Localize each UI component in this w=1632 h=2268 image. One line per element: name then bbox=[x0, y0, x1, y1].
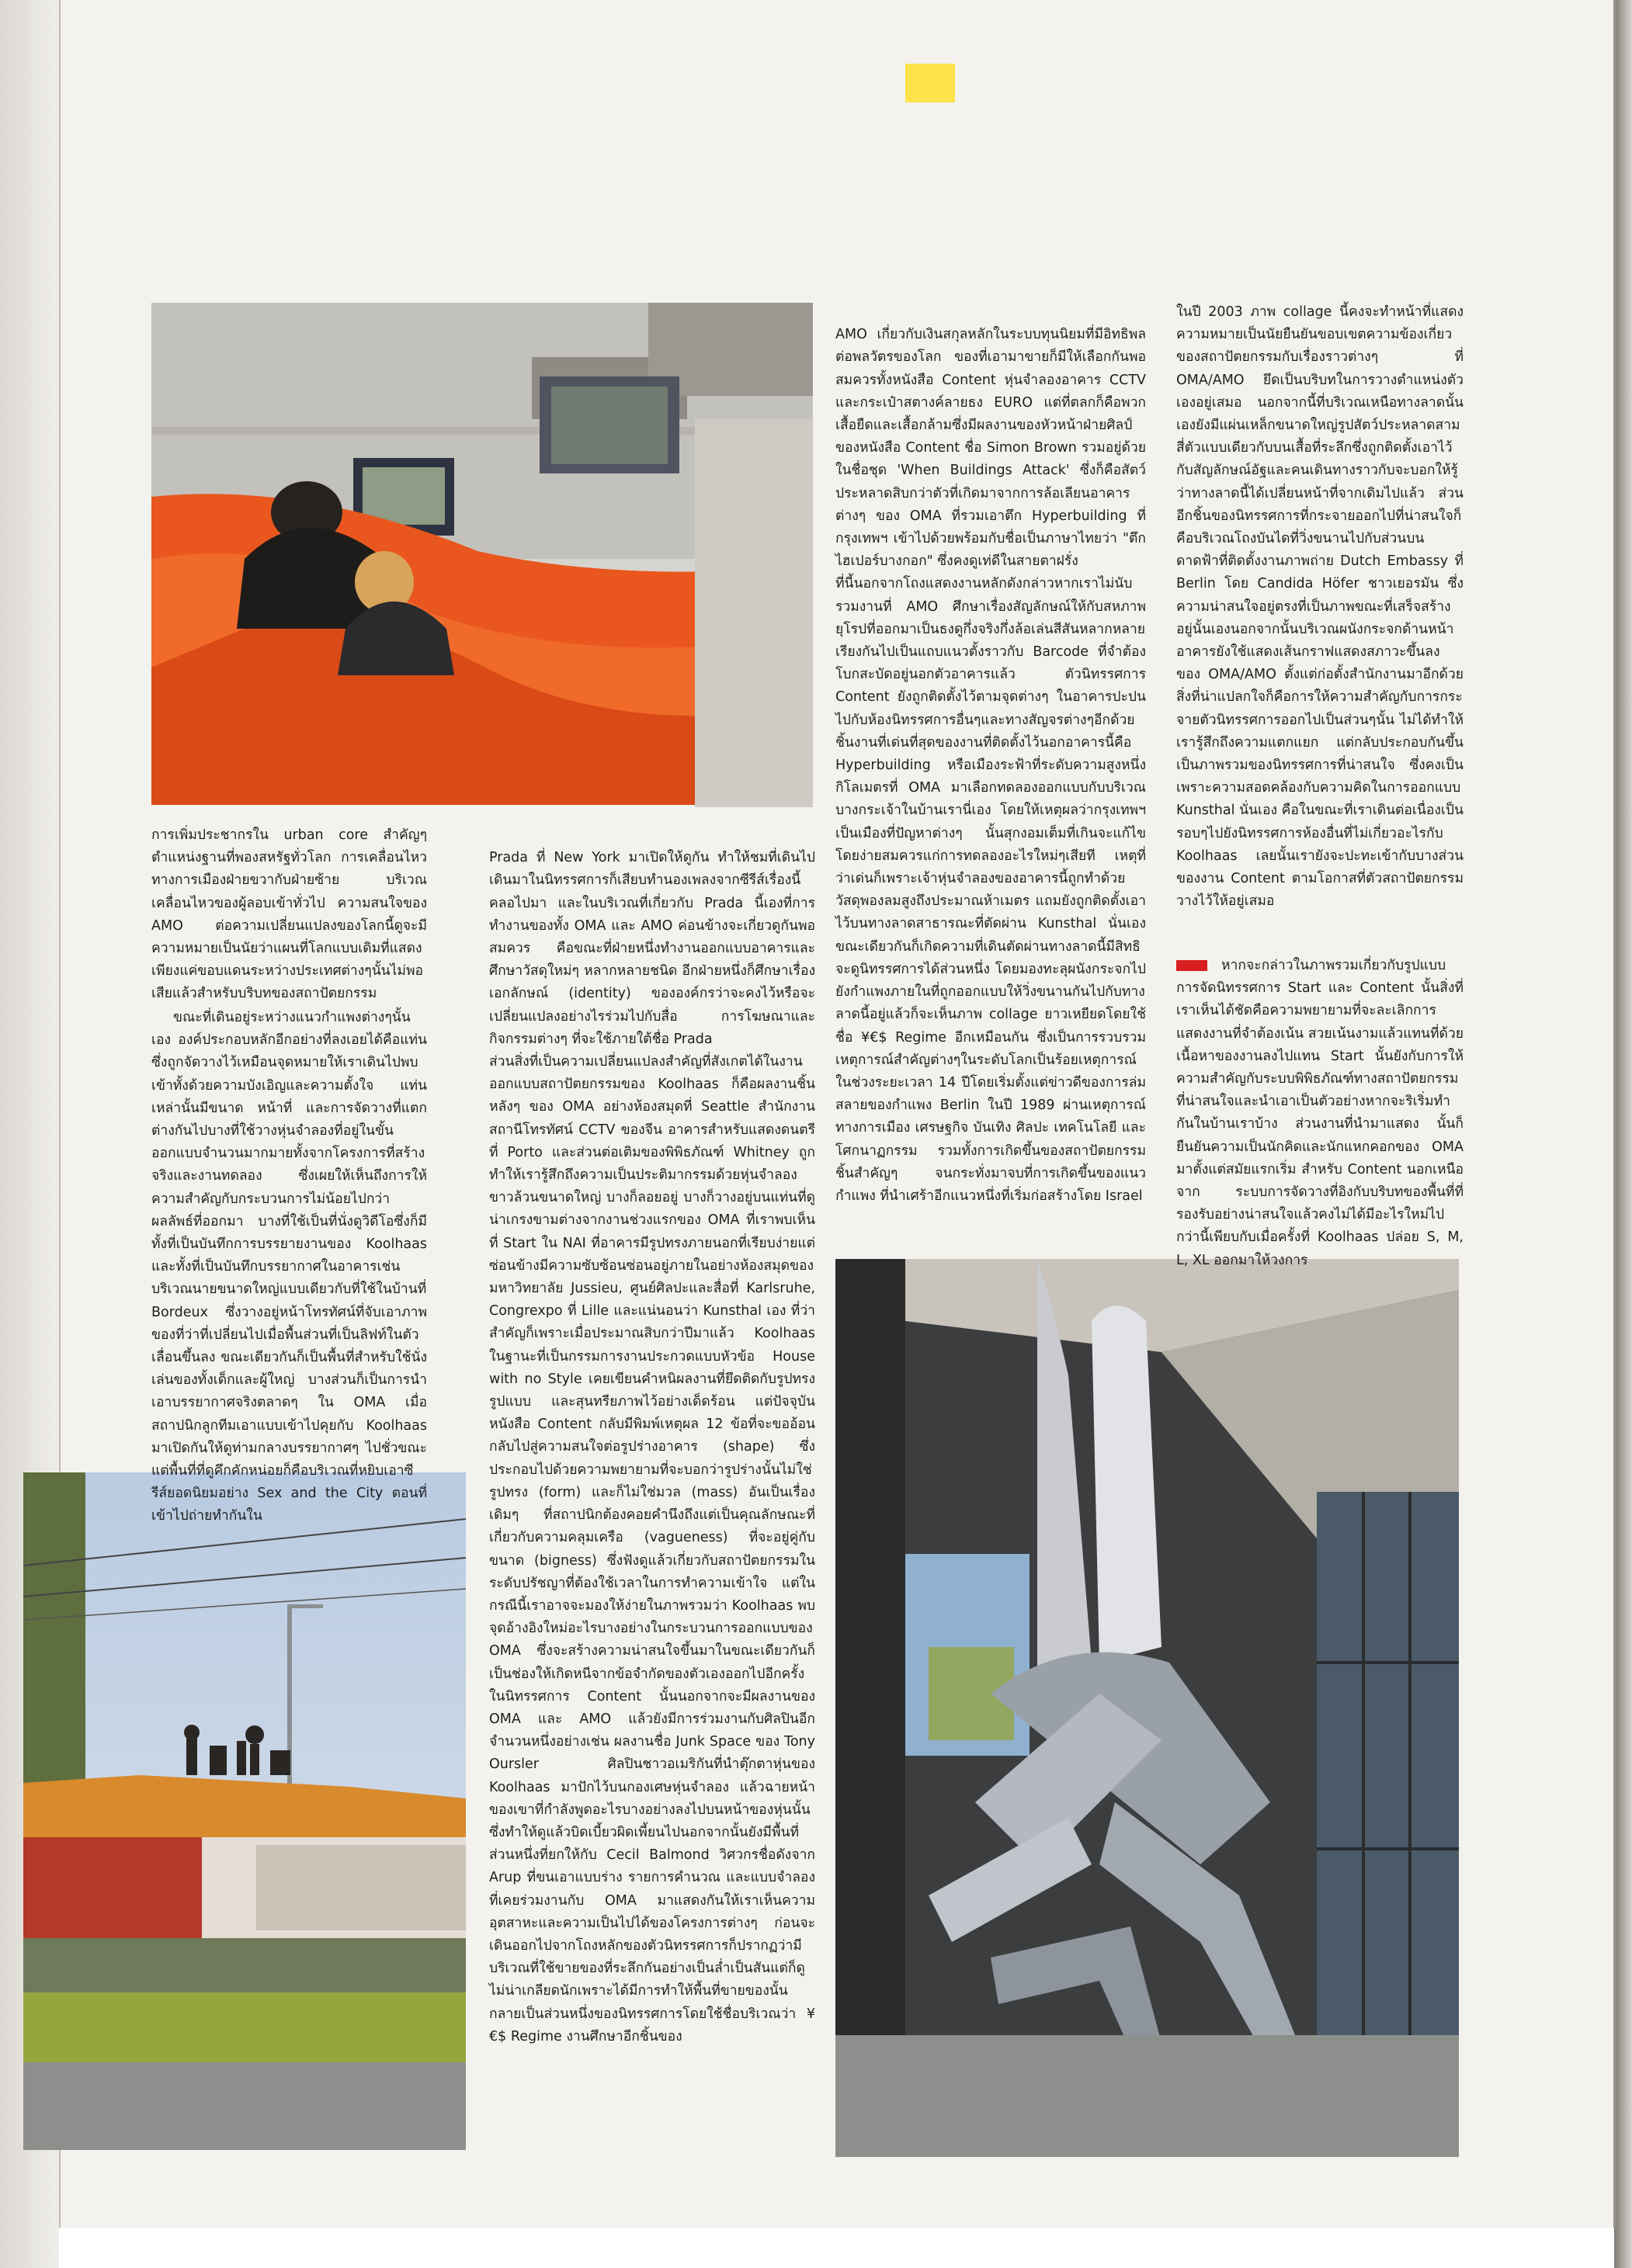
article-column-left-middle bbox=[151, 1007, 427, 1524]
exhibition-video-lounge-photo bbox=[151, 303, 813, 805]
article-column-middle-bottom bbox=[489, 824, 815, 2159]
paragraph: หากจะกล่าวในภาพรวมเกี่ยวกับรูปแบบการจัดนิทรรศการ Start และ Content นั้นสิ่งที่เราเห็นได้ชัดคือความพยายามที่จะละเลิกการแสดงงานที่จำต้องเน้น สวยเน้นงามแล้วแทนที่ด้วยเนื้อหาของงานลงไปแทน Start นั้นยังกับการให้ความสำคัญกับระบบพิพิธภัณฑ์ทางสถาปัตยกรรมที่น่าสนใจและนำเอาเป็นตัวอย่างหากจะริเริ่มทำกันในบ้านเราบ้าง ส่วนงานที่นำมาแสดง นั้นก็ยืนยันความเป็นนักคิดและนักแหกคอกของ OMA มาตั้งแต่สมัยแรกเริ่ม สำหรับ Content นอกเหนือจาก ระบบการจัดวางที่อิงกับบริบทของพื้นที่ที่รองรับอย่างน่าสนใจแล้วคงไม่ได้มีอะไรใหม่ไปกว่านี้เพียบกับเมื่อครั้งที่ Koolhaas ปล่อย S, M, L, XL ออกมาให้วงการ bbox=[1176, 958, 1464, 1268]
kunsthal-exterior-illustration bbox=[23, 1472, 466, 2150]
article-column-right-top bbox=[1176, 301, 1464, 928]
kunsthal-exterior-photo bbox=[23, 1472, 466, 2150]
paragraph: AMO เกี่ยวกับเงินสกุลหลักในระบบทุนนิยมที่มีอิทธิพลต่อพลวัตรของโลก ของที่เอามาขายก็มีให้เลือกกันพอสมควรทั้งหนังสือ Content หุ่นจำลองอาคาร CCTV และกระเป๋าสตางค์ลายธง EURO แต่ที่ตลกก็คือพวกเสื้อยืดและเสื้อกล้ามซึ่งมีผลงานของหัวหน้าฝ่ายศิลป์ของหนังสือ Content ชื่อ Simon Brown รวมอยู่ด้วยในชื่อชุด 'When Buildings Attack' ซึ่งก็คือสัตว์ประหลาดสิบกว่าตัวที่เกิดมาจากการล้อเลียนอาคารต่างๆ ของ OMA ที่รวมเอาตึก Hyperbuilding ที่กรุงเทพฯ เข้าไปด้วยพร้อมกับชื่อเป็นภาษาไทยว่า "ตึกไฮเปอร์บางกอก" ซึ่งคงดูเท่ดีในสายตาฝรั่ง ที่นี้นอกจากโถงแสดงงานหลักดังกล่าวหากเราไม่นับรวมงานที่ AMO ศึกษาเรื่องสัญลักษณ์ให้กับสหภาพยุโรปที่ออกมาเป็นธงดูกึ่งจริงกึ่งล้อเล่นสีสันหลากหลายเรียงกันไปเป็นแถบแนวตั้งราวกับ Barcode ที่จำต้องโบกสะบัดอยู่นอกตัวอาคารแล้ว ตัวนิทรรศการ Content ยังถูกติดตั้งไว้ตามจุดต่างๆ ในอาคารปะปนไปกับห้องนิทรรศการอื่นๆและทางสัญจรต่างๆอีกด้วย ชิ้นงานที่เด่นที่สุดของงานที่ติดตั้งไว้นอกอาคารนี้คือ Hyperbuilding หรือเมืองระฟ้าที่ระดับความสูงหนึ่งกิโลเมตรที่ OMA มาเลือกทดลองออกแบบกับบริเวณบางกระเจ้าในบ้านเรานี่เอง โดยให้เหตุผลว่ากรุงเทพฯเป็นเมืองที่ปัญหาต่างๆ นั้นสุกงอมเต็มที่เกินจะแก้ไขโดยง่ายสมควรแก่การทดลองอะไรใหม่ๆเสียที เหตุที่ว่าเด่นก็เพราะเจ้าหุ่นจำลองของอาคารนี้ถูกทำด้วยวัสดุพองลมสูงถึงประมาณห้าเมตร แถมยังถูกติดตั้งเอาไว้บนทางลาดสาธารณะที่ตัดผ่าน Kunsthal นั่นเองขณะเดียวกันก็เกิดความที่เดินตัดผ่านทางลาดนี้มีสิทธิจะดูนิทรรศการได้ส่วนหนึ่ง โดยมองทะลุผนังกระจกไปยังกำแพงภายในที่ถูกออกแบบให้วิ่งขนานกันไปกับทางลาดนี้อยู่แล้วก็จะเห็นภาพ collage ยาวเหยียดโดยใช้ชื่อ ¥€$ Regime อีกเหมือนกัน ซึ่งเป็นการรวบรวมเหตุการณ์สำคัญต่างๆในระดับโลกเป็นร้อยเหตุการณ์ในช่วงระยะเวลา 14 ปีโดยเริ่มตั้งแต่ข่าวดีของการล่มสลายของกำแพง Berlin ในปี 1989 ผ่านเหตุการณ์ทางการเมือง เศรษฐกิจ บันเทิง ศิลปะ เทคโนโลยี และโศกนาฏกรรม รวมทั้งการเกิดขึ้นของสถาปัตยกรรมชิ้นสำคัญๆ จนกระทั่งมาจบที่การเกิดขึ้นของแนวกำแพง ที่นำเศร้าอีกแนวหนึ่งที่เริ่มก่อสร้างโดย Israel bbox=[835, 327, 1146, 1204]
sticky-note bbox=[905, 64, 955, 102]
article-column-left-top bbox=[151, 824, 427, 1004]
red-section-marker bbox=[1176, 960, 1207, 971]
exhibition-video-lounge-illustration bbox=[151, 303, 813, 805]
inflatable-hyperbuilding-photo bbox=[835, 1259, 1459, 2157]
paragraph: การเพิ่มประชากรใน urban core สำคัญๆ ตำแหน่งฐานที่พองสหรัฐทั่วโลก การเคลื่อนไหวทางการเมืองฝ่ายขวากับฝ่ายซ้าย บริเวณเคลื่อนไหวของผู้ลอบเข้าทั่วไป ความสนใจของ AMO ต่อความเปลี่ยนแปลงของโลกนี้ดูจะมีความหมายเป็นนัยว่าแผนที่โลกแบบเดิมที่แสดงเพียงแค่ขอบแดนระหว่างประเทศต่างๆนั้นไม่พอเสียแล้วสำหรับบริบทของสถาปัตยกรรม bbox=[151, 827, 427, 1002]
page-edge bbox=[1614, 0, 1632, 2268]
article-column-middle-top bbox=[835, 301, 1146, 1248]
paragraph: ในปี 2003 ภาพ collage นี้คงจะทำหน้าที่แสดงความหมายเป็นนัยยืนยันขอบเขตความข้องเกี่ยวของสถาปัตยกรรมกับเรื่องราวต่างๆ ที่ OMA/AMO ยึดเป็นบริบทในการวางตำแหน่งตัวเองอยู่เสมอ นอกจากนี้ที่บริเวณเหนือทางลาดนั้นเองยังมีแผ่นเหล็กขนาดใหญ่รูปสัตว์ประหลาดสามสี่ตัวแบบเดียวกับบนเสื้อที่ระลึกซึ่งถูกติดตั้งเอาไว้กับสัญลักษณ์อัฐและคนเดินทางราวกับจะบอกให้รู้ว่าทางลาดนี้ได้เปลี่ยนหน้าที่จากเดิมไปแล้ว ส่วนอีกชิ้นของนิทรรศการที่กระจายออกไปที่น่าสนใจก็คือบริเวณโถงบันไดที่วิ่งขนานไปกับส่วนบนดาดฟ้าที่ติดตั้งงานภาพถ่าย Dutch Embassy ที่ Berlin โดย Candida Höfer ชาวเยอรมัน ซึ่งความน่าสนใจอยู่ตรงที่เป็นภาพขณะที่เสร็จสร้างอยู่นั้นเองนอกจากนั้นบริเวณผนังกระจกด้านหน้าอาคารยังใช้แสดงเส้นกราฟแสดงสภาวะขึ้นลงของ OMA/AMO ตั้งแต่ก่อตั้งสำนักงานมาอีกด้วย สิ่งที่น่าแปลกใจก็คือการให้ความสำคัญกับการกระจายตัวนิทรรศการออกไปเป็นส่วนๆนั้น ไม่ได้ทำให้เรารู้สึกถึงความแตกแยก แต่กลับประกอบกันขึ้นเป็นภาพรวมของนิทรรศการที่น่าสนใจ ซึ่งคงเป็นเพราะความสอดคล้องกับความคิดในการออกแบบ Kunsthal นั่นเอง คือในขณะที่เราเดินต่อเนื่องเป็นรอบๆไปยังนิทรรศการห้องอื่นที่ไม่เกี่ยวอะไรกับ Koolhaas เลยนั้นเรายังจะปะทะเข้ากับบางส่วนของงาน Content ตามโอกาสที่ตัวสถาปัตยกรรมวางไว้ให้อยู่เสมอ bbox=[1176, 304, 1464, 910]
paragraph: ขณะที่เดินอยู่ระหว่างแนวกำแพงต่างๆนั้นเอง องค์ประกอบหลักอีกอย่างที่ลงเอยได้คือแท่นซึ่งถูกจัดวางไว้เหมือนจุดหมายให้เราเดินไปพบเข้าทั้งด้วยความบังเอิญและความตั้งใจ แท่นเหล่านั้นมีขนาด หน้าที่ และการจัดวางที่แตกต่างกันไปบางที่ใช้วางหุ่นจำลองที่อยู่ในขั้นออกแบบจำนวนมากมายทั้งจากโครงการที่สร้างจริงและงานทดลอง ซึ่งเผยให้เห็นถึงการให้ความสำคัญกับกระบวนการไม่น้อยไปกว่าผลลัพธ์ที่ออกมา บางที่ใช้เป็นที่นั่งดูวิดีโอซึ่งก็มีทั้งที่เป็นบันทึกการบรรยายงานของ Koolhaas และทั้งที่เป็นบันทึกบรรยากาศในอาคารเช่น บริเวณนายขนาดใหญ่แบบเดียวกับที่ใช้ในบ้านที่ Bordeux ซึ่งวางอยู่หน้าโทรทัศน์ที่จับเอาภาพของที่ว่าที่เปลี่ยนไปเมื่อพื้นส่วนที่เป็นลิฟท์ในตัวเลื่อนขึ้นลง ขณะเดียวกันก็เป็นพื้นที่สำหรับใช้นั่งเล่นของทั้งเด็กและผู้ใหญ่ บางส่วนก็เป็นการนำเอาบรรยากาศจริงตลาดๆ ใน OMA เมื่อสถาปนิกลูกทีมเอาแบบเข้าไปคุยกับ Koolhaas มาเปิดกันให้ดูท่ามกลางบรรยากาศๆ ไปชั่วขณะ แต่พื้นที่ที่ดูคึกคักหน่อยก็คือบริเวณที่หยิบเอาซีรีส์ยอดนิยมอย่าง Sex and the City ตอนที่เข้าไปถ่ายทำกันใน bbox=[151, 1010, 427, 1524]
article-column-right-middle bbox=[1176, 955, 1464, 1268]
paragraph: Prada ที่ New York มาเปิดให้ดูกัน ทำให้ชมที่เดินไปเดินมาในนิทรรศการก็เสียบทำนองเพลงจากซีรีส์เรื่องนี้คลอไปมา และในบริเวณที่เกี่ยวกับ Prada นี้เองที่การทำงานของทั้ง OMA และ AMO ค่อนข้างจะเกี่ยวดูกันพอสมควร คือขณะที่ฝ่ายหนึ่งทำงานออกแบบอาคารและศึกษาวัสดุใหม่ๆ หลากหลายชนิด อีกฝ่ายหนึ่งก็ศึกษาเรื่องเอกลักษณ์ (identity) ขององค์กรว่าจะคงไว้หรือจะเปลี่ยนแปลงอย่างไรร่วมไปกับสื่อ การโฆษณาและกิจกรรมต่างๆ ที่จะใช้ภายใต้ชื่อ Prada ส่วนสิ่งที่เป็นความเปลี่ยนแปลงสำคัญที่สังเกตได้ในงานออกแบบสถาปัตยกรรมของ Koolhaas ก็คือผลงานชิ้นหลังๆ ของ OMA อย่างห้องสมุดที่ Seattle สำนักงานสถานีโทรทัศน์ CCTV ของจีน อาคารสำหรับแสดงดนตรีที่ Porto และส่วนต่อเติมของพิพิธภัณฑ์ Whitney ถูกทำให้เรารู้สึกถึงความเป็นประติมากรรมด้วยหุ่นจำลองขาวล้วนขนาดใหญ่ บางก็ลอยอยู่ บางก็วางอยู่บนแท่นที่ดูน่าเกรงขามต่างจากงานช่วงแรกของ OMA ที่เราพบเห็นที่ Start ใน NAI ที่อาคารมีรูปทรงภายนอกที่เรียบง่ายแต่ซ่อนข้างมีความซับซ้อนซ่อนอยู่ภายในอย่างห้องสมุดของมหาวิทยาลัย Jussieu, ศูนย์ศิลปะและสื่อที่ Karlsruhe, Congrexpo ที่ Lille และแน่นอนว่า Kunsthal เอง ที่ว่าสำคัญก็เพราะเมื่อประมาณสิบกว่าปีมาแล้ว Koolhaas ในฐานะที่เป็นกรรมการงานประกวดแบบหัวข้อ House with no Style เคยเขียนคำหนิผลงานที่ยึดติดกับรูปทรง รูปแบบ และสุนทรียภาพไว้อย่างเด็ดร้อน แต่ปัจจุบันหนังสือ Content กลับมีพิมพ์เหตุผล 12 ข้อที่จะขออ้อนกลับไปสู่ความสนใจต่อรูปร่างอาคาร (shape) ซึ่งประกอบไปด้วยความพยายามที่จะบอกว่ารูปร่างนั้นไม่ใช่รูปทรง (form) และก็ไม่ใช่มวล (mass) อันเป็นเรื่องเดิมๆ ที่สถาปนิกต้องคอยคำนึงถึงแต่เป็นคุณลักษณะที่เกี่ยวกับความคลุมเครือ (vagueness) ที่จะอยู่คู่กับขนาด (bigness) ซึ่งฟังดูแล้วเกี่ยวกับสถาปัตยกรรมในระดับปรัชญาที่ต้องใช้เวลาในการทำความเข้าใจ แต่ในกรณีนี้เราอาจจะมองให้ง่ายในภาพรวมว่า Koolhaas พบจุดอ้างอิงใหม่อะไรบางอย่างในกระบวนการออกแบบของ OMA ซึ่งจะสร้างความน่าสนใจขึ้นมาในขณะเดียวกันก็เป็นช่องให้เกิดหนีจากข้อจำกัดของตัวเองออกไปอีกครั้ง ในนิทรรศการ Content นั้นนอกจากจะมีผลงานของ OMA และ AMO แล้วยังมีการร่วมงานกับศิลปินอีกจำนวนหนึ่งอย่างเช่น ผลงานชื่อ Junk Space ของ Tony Oursler ศิลปินชาวอเมริกันที่นำตุ๊กตาหุ่นของ Koolhaas มาปักไว้บนกองเศษหุ่นจำลอง แล้วฉายหน้าของเขาที่กำลังพูดอะไรบางอย่างลงไปบนหน้าของหุ่นนั้นซึ่งทำให้ดูแล้วบิดเบี้ยวผิดเพี้ยนไปนอกจากนั้นยังมีพื้นที่ส่วนหนึ่งที่ยกให้กับ Cecil Balmond วิศวกรชื่อดังจาก Arup ที่ขนเอาแบบร่าง รายการคำนวณ และแบบจำลองที่เคยร่วมงานกับ OMA มาแสดงกันให้เราเห็นความอุตสาหะและความเป็นไปได้ของโครงการต่างๆ ก่อนจะเดินออกไปจากโถงหลักของตัวนิทรรศการก็ปรากฏว่ามีบริเวณที่ใช้ขายของที่ระลึกกันอย่างเป็นล่ำเป็นสันแต่ก็ดูไม่น่าเกลียดนักเพราะได้มีการทำให้พื้นที่ขายของนั้นกลายเป็นส่วนหนึ่งของนิทรรศการโดยใช้ชื่อบริเวณว่า ¥€$ Regime งานศึกษาอีกชิ้นของ bbox=[489, 850, 815, 2044]
inflatable-hyperbuilding-illustration bbox=[835, 1259, 1459, 2157]
section-start-paragraph bbox=[1176, 955, 1464, 1272]
